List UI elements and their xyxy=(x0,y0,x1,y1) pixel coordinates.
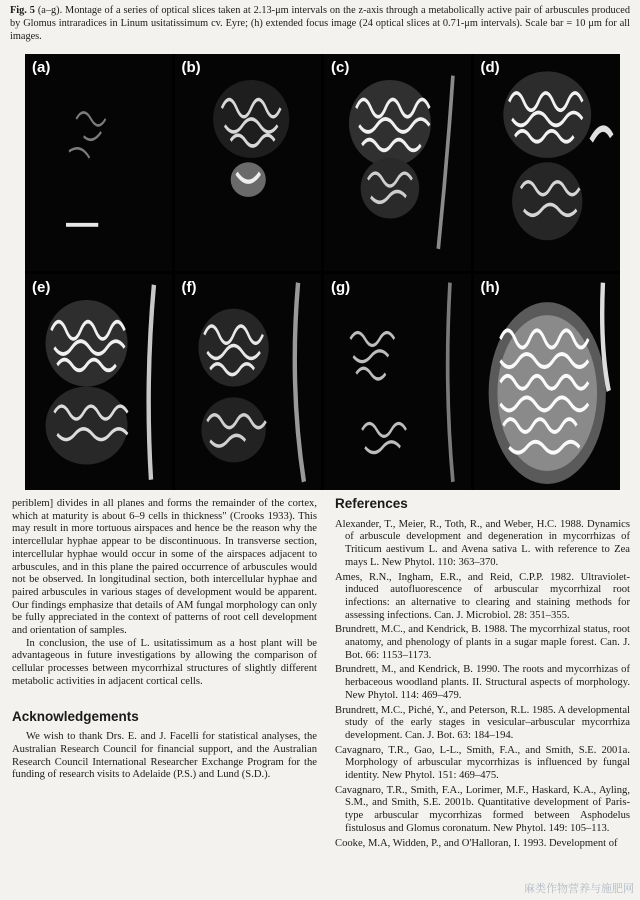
panel-label: (h) xyxy=(480,278,500,296)
panel-label: (e) xyxy=(32,278,51,296)
panel-label: (g) xyxy=(331,278,351,296)
panel-g xyxy=(324,274,471,491)
panel-h xyxy=(474,274,621,491)
micrograph-a xyxy=(25,54,172,271)
micrograph-c xyxy=(324,54,471,271)
reference-item: Brundrett, M., and Kendrick, B. 1990. The roots and mycorrhizas of herbaceous woodland plants. II. Structural aspects of morphology. New Phytol. 114: 469–479. xyxy=(335,664,630,701)
figure-montage xyxy=(25,54,620,490)
figure-label: Fig. 5 xyxy=(10,5,35,16)
panel-label: (b) xyxy=(181,59,201,76)
panel-d xyxy=(474,54,621,271)
reference-item: Alexander, T., Meier, R., Toth, R., and Weber, H.C. 1988. Dynamics of arbuscule development and degeneration in mycorrhizas of Triticum aestivum L. and Avena sativa L. with reference to Zea mays L. New Phytol. 110: 363–370. xyxy=(335,518,630,568)
panel-f xyxy=(175,274,322,491)
caption-text: (a–g). Montage of a series of optical slices taken at 2.13-μm intervals on the z-axis through a metabolically active pair of arbuscules produced by Glomus intraradices in Linum usitatissimum cv. Eyre; (h) extended focus image (24 optical slices at 0.71-μm intervals). Scale bar = 10 μm for all images. xyxy=(10,5,630,42)
references-heading: References xyxy=(335,496,408,511)
micrograph-e xyxy=(25,274,172,491)
panel-e xyxy=(25,274,172,491)
panel-c xyxy=(324,54,471,271)
reference-item: Ames, R.N., Ingham, E.R., and Reid, C.P.P. 1982. Ultraviolet-induced autofluorescence of arbuscular mycorrhizal root infections: an alternative to clearing and staining methods for assessing infections. Can. J. Microbiol. 28: 351–355. xyxy=(335,571,630,621)
left-column xyxy=(12,498,317,782)
reference-item: Brundrett, M.C., Piché, Y., and Peterson, R.L. 1985. A developmental study of the early stages in vesicular–arbuscular mycorrhiza development. Can. J. Bot. 63: 184–194. xyxy=(335,704,630,741)
watermark-text: 麻类作物营养与施肥网 xyxy=(524,882,634,895)
reference-item: Cooke, M.A, Widden, P., and O'Halloran, I. 1993. Development of xyxy=(335,837,618,849)
micrograph-f xyxy=(175,274,322,491)
acknowledgements-text: We wish to thank Drs. E. and J. Facelli for statistical analyses, the Australian Research Council for financial support, and the Australian Research Council International Researcher Exchange Program for the funding of research visits to Adelaide (P.S.) and Lund (S.D.). xyxy=(12,731,317,781)
body-paragraph: periblem] divides in all planes and forms the remainder of the cortex, which at maturity is about 6–9 cells in thickness" (Crooks 1933). This may result in more tortuous airspaces and hence be the reason why the intercellular hyphae appear to be discontinuous. In transverse section, intercellular hyphae would occur in some of the airspaces adjacent to arbuscules, and in this plane the paired occurrence of arbuscules would not be observed. In longitudinal section, both intercellular hyphae and paired arbuscules in various stages of development would be apparent. Our findings emphasize that details of AM fungal morphology can only be fully appreciated in the context of patterns of root cell development and orientation of samples. xyxy=(12,498,317,637)
panel-label: (d) xyxy=(480,59,500,76)
micrograph-g xyxy=(324,274,471,491)
reference-item: Cavagnaro, T.R., Gao, L-L., Smith, F.A., and Smith, S.E. 2001a. Morphology of arbuscular mycorrhizas is influenced by fungal identity. New Phytol. 151: 469–475. xyxy=(335,744,630,782)
panel-label: (c) xyxy=(331,59,350,76)
panel-label: (f) xyxy=(181,278,197,296)
reference-item: Brundrett, M.C., and Kendrick, B. 1988. The mycorrhizal status, root anatomy, and phenology of plants in a sugar maple forest. Can. J. Bot. 66: 1153–1173. xyxy=(335,624,630,661)
panel-label: (a) xyxy=(32,59,51,76)
micrograph-d xyxy=(474,54,621,271)
panel-b xyxy=(175,54,322,271)
body-paragraph: In conclusion, the use of L. usitatissimum as a host plant will be advantageous in future investigations by allowing the comparison of cellular processes between mycorrhizal structures of slightly different metabolic activities in adjacent cortical cells. xyxy=(12,637,317,687)
micrograph-b xyxy=(175,54,322,271)
micrograph-h xyxy=(474,274,621,491)
scale-bar xyxy=(66,223,98,227)
acknowledgements-heading: Acknowledgements xyxy=(12,708,139,724)
panel-a xyxy=(25,54,172,271)
reference-item: Cavagnaro, T.R., Smith, F.A., Lorimer, M.F., Haskard, K.A., Ayling, S.M., and Smith, S.E. 2001b. Quantitative development of Paris-type arbuscular mycorrhizas formed between Asphodelus fistulosus and Glomus coronatum. New Phytol. 149: 105–113. xyxy=(335,784,630,834)
figure-caption xyxy=(10,4,630,43)
right-column xyxy=(335,498,630,852)
